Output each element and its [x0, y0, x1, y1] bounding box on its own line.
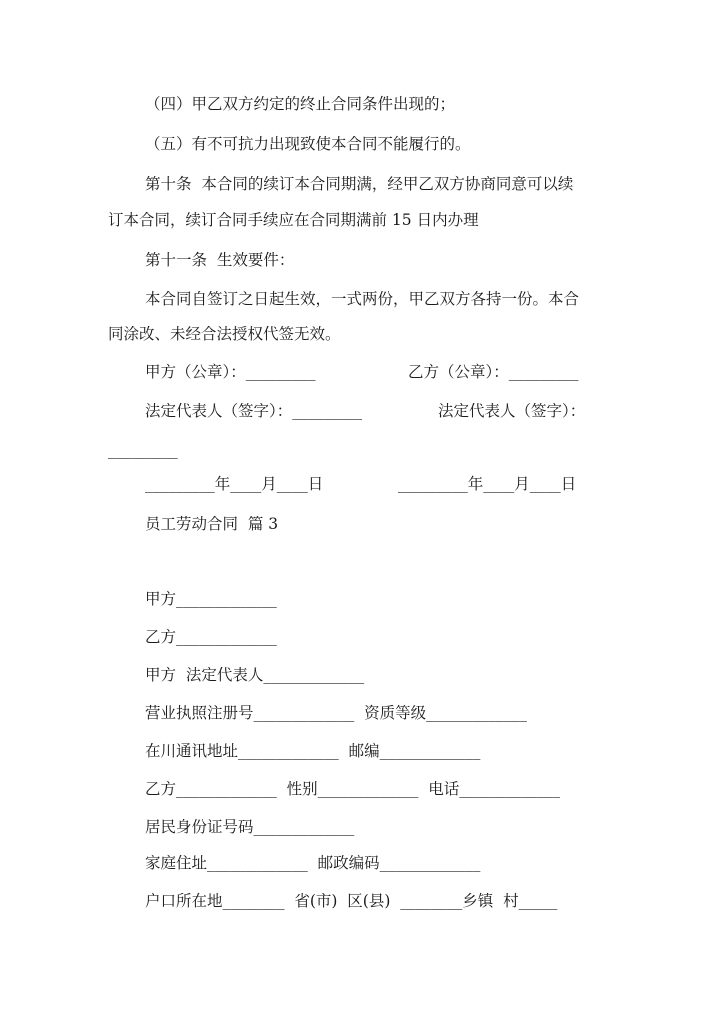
hukou-location-field: 户口所在地________ 省(市) 区(县) ________乡镇 村_____ — [145, 892, 558, 910]
party-b-rep-signature-blank: _________ — [108, 441, 178, 459]
party-a-date-line: _________年____月____日 — [145, 475, 324, 493]
party-b-rep-signature-label: 法定代表人（签字）： — [438, 402, 586, 420]
party-a-field: 甲方_____________ — [145, 590, 277, 608]
article-ten-line-1: 第十条 本合同的续订本合同期满，经甲乙双方协商同意可以续 — [145, 175, 574, 193]
effect-clause-line-1: 本合同自签订之日起生效，一式两份，甲乙双方各持一份。本合 — [145, 290, 580, 308]
party-b-seal-line: 乙方（公章）：_________ — [408, 363, 579, 381]
party-b-date-line: _________年____月____日 — [398, 475, 577, 493]
party-a-legal-rep-field: 甲方 法定代表人_____________ — [145, 666, 365, 684]
article-eleven-heading: 第十一条 生效要件： — [145, 251, 295, 269]
article-ten-line-2: 订本合同，续订合同手续应在合同期满前 15 日内办理 — [108, 211, 479, 229]
party-a-seal-line: 甲方（公章）：_________ — [145, 363, 316, 381]
effect-clause-line-2: 同涂改、未经合法授权代签无效。 — [108, 325, 341, 343]
id-number-field: 居民身份证号码_____________ — [145, 818, 355, 836]
party-b-field: 乙方_____________ — [145, 628, 277, 646]
address-postcode-field: 在川通讯地址_____________ 邮编_____________ — [145, 742, 481, 760]
clause-item-five: （五）有不可抗力出现致使本合同不能履行的。 — [145, 135, 471, 153]
section-title: 员工劳动合同 篇 3 — [145, 515, 279, 533]
home-address-field: 家庭住址_____________ 邮政编码_____________ — [145, 854, 481, 872]
license-qualification-field: 营业执照注册号_____________ 资质等级_____________ — [145, 704, 527, 722]
clause-item-four: （四）甲乙双方约定的终止合同条件出现的； — [145, 95, 456, 113]
party-a-rep-signature-line: 法定代表人（签字）：_________ — [145, 402, 363, 420]
party-b-gender-phone-field: 乙方_____________ 性别_____________ 电话_____________ — [145, 780, 560, 798]
